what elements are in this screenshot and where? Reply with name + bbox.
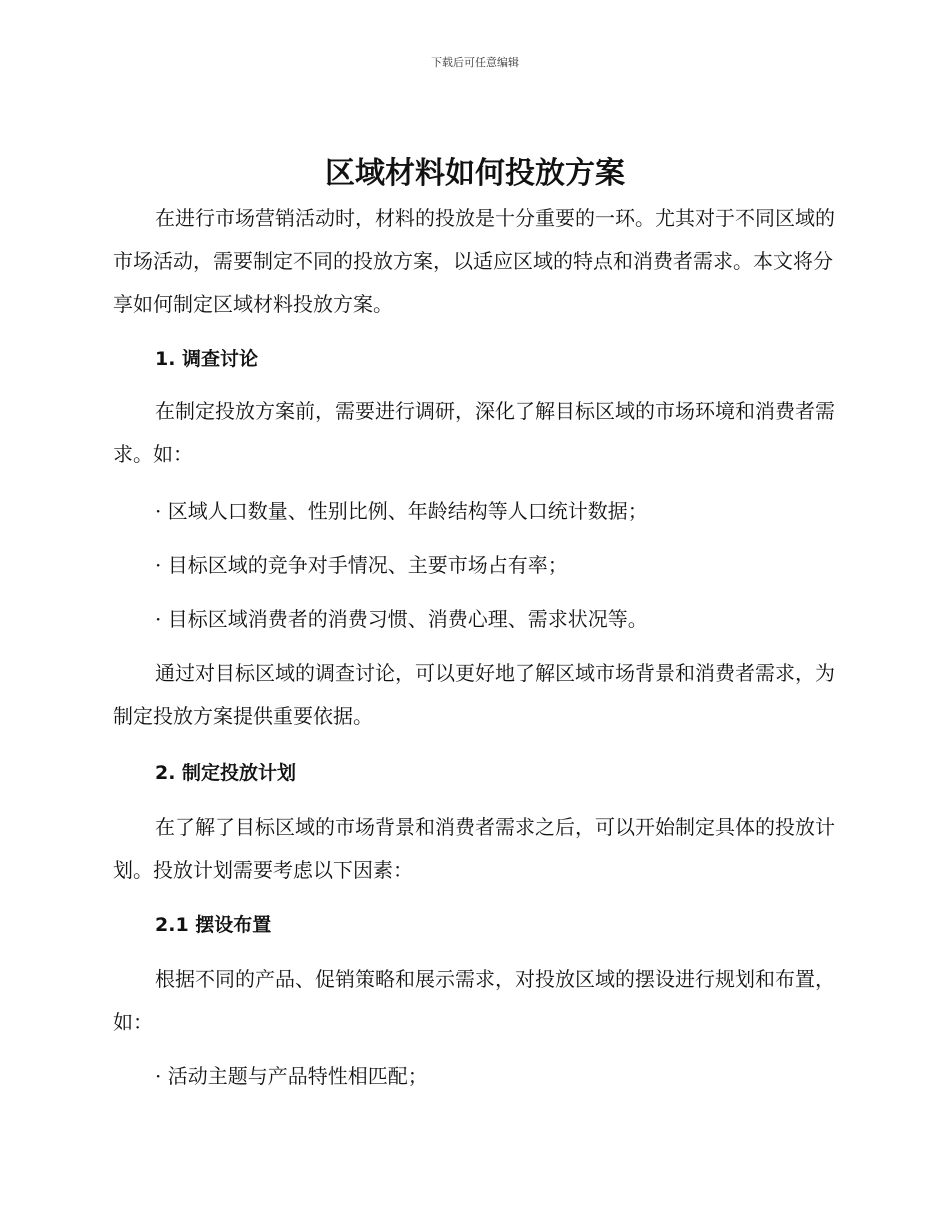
section-2-heading: 2. 制定投放计划 <box>155 762 297 784</box>
header-note: 下载后可任意编辑 <box>431 56 519 69</box>
section-2-1-paragraph: 根据不同的产品、促销策略和展示需求，对投放区域的摆设进行规划和布置，如： <box>113 967 835 1034</box>
section-1-bullet-2: · 目标区域的竞争对手情况、主要市场占有率； <box>155 553 568 577</box>
section-2-1-heading: 2.1 摆设布置 <box>155 914 272 936</box>
section-1-bullet-1: · 区域人口数量、性别比例、年龄结构等人口统计数据； <box>155 499 648 523</box>
document-title: 区域材料如何投放方案 <box>325 156 625 191</box>
section-1-bullet-3: · 目标区域消费者的消费习惯、消费心理、需求状况等。 <box>155 607 648 631</box>
section-2-1-bullet-1: · 活动主题与产品特性相匹配； <box>155 1064 428 1088</box>
intro-paragraph: 在进行市场营销活动时，材料的投放是十分重要的一环。尤其对于不同区域的市场活动，需要制定不同的投放方案，以适应区域的特点和消费者需求。本文将分享如何制定区域材料投放方案。 <box>113 206 835 316</box>
section-1-heading: 1. 调查讨论 <box>155 348 259 370</box>
section-1-paragraph: 在制定投放方案前，需要进行调研，深化了解目标区域的市场环境和消费者需求。如： <box>113 399 835 466</box>
section-2-paragraph: 在了解了目标区域的市场背景和消费者需求之后，可以开始制定具体的投放计划。投放计划需要考虑以下因素： <box>113 815 835 882</box>
section-1-conclusion: 通过对目标区域的调查讨论，可以更好地了解区域市场背景和消费者需求，为制定投放方案提供重要依据。 <box>113 661 835 728</box>
